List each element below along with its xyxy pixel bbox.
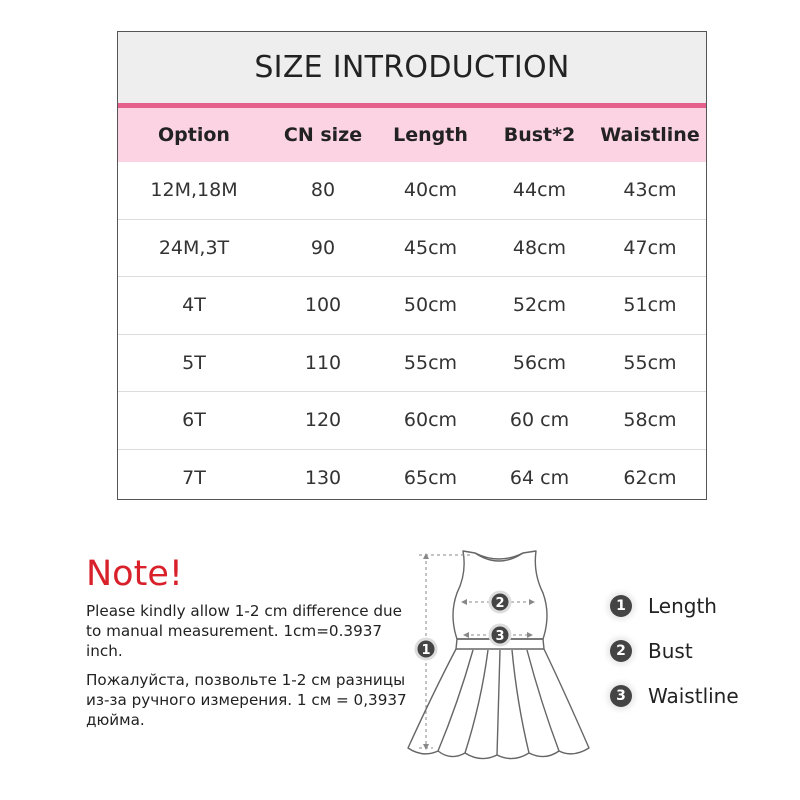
legend-label: Length xyxy=(648,593,717,618)
svg-text:2: 2 xyxy=(495,596,505,611)
cell-cn-size: 130 xyxy=(304,466,342,489)
legend-item-length xyxy=(610,583,790,628)
cell-cn-size: 90 xyxy=(310,236,336,259)
note-title: Note! xyxy=(86,554,183,594)
header-option: Option xyxy=(158,124,230,146)
cell-cn-size: 100 xyxy=(304,294,342,317)
measurement-legend xyxy=(610,583,790,718)
table-row xyxy=(118,391,706,449)
cell-option: 12M,18M xyxy=(150,179,238,202)
number-2-icon: 2 xyxy=(610,640,632,662)
svg-text:3: 3 xyxy=(495,629,505,644)
marker-1-icon xyxy=(416,639,436,659)
cell-cn-size: 110 xyxy=(304,351,342,374)
svg-text:1: 1 xyxy=(421,643,431,658)
marker-3-icon xyxy=(490,625,510,645)
cell-waistline: 51cm xyxy=(623,294,677,317)
cell-waistline: 43cm xyxy=(623,179,677,202)
table-row xyxy=(118,449,706,507)
note-russian-text: Пожалуйста, позвольте 1-2 см разницы из-за ручного измерения. 1 см = 0,3937 дюйма. xyxy=(86,671,407,729)
cell-bust: 48cm xyxy=(512,236,567,259)
cell-option: 7T xyxy=(182,466,206,489)
cell-bust: 44cm xyxy=(512,179,567,202)
cell-cn-size: 120 xyxy=(304,409,342,432)
cell-option: 5T xyxy=(182,351,206,374)
table-title: SIZE INTRODUCTION xyxy=(254,50,570,85)
table-title-bar xyxy=(118,32,706,108)
legend-item-bust xyxy=(610,628,790,673)
size-table xyxy=(117,31,707,500)
cell-option: 24M,3T xyxy=(158,236,230,259)
cell-bust: 60 cm xyxy=(509,409,570,432)
legend-item-waistline xyxy=(610,673,790,718)
cell-length: 50cm xyxy=(403,294,458,317)
header-cn-size: CN size xyxy=(283,124,363,146)
cell-bust: 64 cm xyxy=(509,466,570,489)
cell-waistline: 62cm xyxy=(623,466,677,489)
cell-waistline: 58cm xyxy=(623,409,677,432)
cell-length: 65cm xyxy=(403,466,458,489)
cell-length: 60cm xyxy=(403,409,458,432)
table-row xyxy=(118,276,706,334)
table-row xyxy=(118,162,706,219)
header-bust: Bust*2 xyxy=(503,124,576,146)
dress-measurement-figure xyxy=(393,543,603,773)
table-body xyxy=(118,162,706,506)
note-english-text: Please kindly allow 1-2 cm difference due to manual measurement. 1cm=0.3937 inch. xyxy=(86,602,403,660)
cell-length: 55cm xyxy=(403,351,458,374)
legend-label: Bust xyxy=(648,638,693,663)
number-3-icon: 3 xyxy=(610,685,632,707)
marker-2-icon xyxy=(490,592,510,612)
table-header-row xyxy=(118,108,706,162)
header-length: Length xyxy=(393,124,468,146)
cell-length: 40cm xyxy=(403,179,458,202)
cell-waistline: 47cm xyxy=(623,236,677,259)
cell-option: 4T xyxy=(182,294,206,317)
cell-length: 45cm xyxy=(403,236,458,259)
cell-option: 6T xyxy=(182,409,206,432)
cell-bust: 52cm xyxy=(512,294,567,317)
cell-waistline: 55cm xyxy=(623,351,677,374)
cell-cn-size: 80 xyxy=(310,179,336,202)
legend-label: Waistline xyxy=(648,683,739,708)
table-row xyxy=(118,219,706,277)
number-1-icon: 1 xyxy=(610,595,632,617)
header-waistline: Waistline xyxy=(600,124,700,146)
table-row xyxy=(118,334,706,392)
cell-bust: 56cm xyxy=(512,351,567,374)
